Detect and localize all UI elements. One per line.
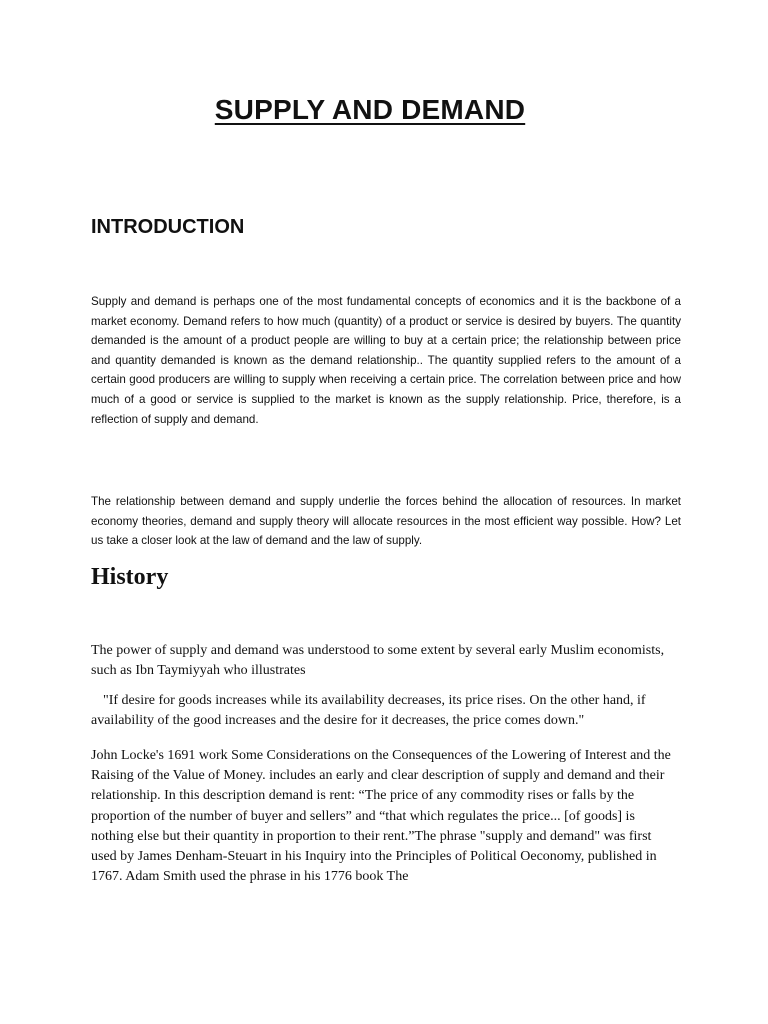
document-title: SUPPLY AND DEMAND (214, 94, 526, 125)
history-paragraph-1: The power of supply and demand was understood to some extent by several early Muslim economists, such as Ibn Taymiyyah who illustrates (91, 643, 665, 679)
introduction-heading: INTRODUCTION (91, 216, 245, 238)
history-paragraph-2: John Locke's 1691 work Some Considerations on the Consequences of the Lowering of Interest and the Raising of the Value of Money. includes an early and clear description of supply and demand and their relationship. In this description demand is rent: “The price of any commodity rises or falls by the proportion of the number of buyer and sellers” and “that which regulates the price... [of goods] is nothing else but their quantity in proportion to their rent.”The phrase "supply and demand" was first used by James Denham-Steuart in his Inquiry into the Principles of Political Oeconomy, published in 1767. Adam Smith used the phrase in his 1776 book The (91, 748, 671, 885)
history-heading: History (91, 564, 169, 590)
introduction-paragraph-2: The relationship between demand and supply underlie the forces behind the allocation of resources. In market economy theories, demand and supply theory will allocate resources in the most efficient way possible. How? Let us take a closer look at the law of demand and the law of supply. (91, 495, 681, 548)
history-quote: "If desire for goods increases while its availability decreases, its price rises. On the other hand, if availability of the good increases and the desire for it decreases, the price comes down." (91, 693, 646, 729)
introduction-paragraph-1: Supply and demand is perhaps one of the most fundamental concepts of economics and it is the backbone of a market economy. Demand refers to how much (quantity) of a product or service is desired by buyers. The quantity demanded is the amount of a product people are willing to buy at a certain price; the relationship between price and quantity demanded is known as the demand relationship.. The quantity supplied refers to the amount of a certain good producers are willing to supply when receiving a certain price. The correlation between price and how much of a good or service is supplied to the market is known as the supply relationship. Price, therefore, is a reflection of supply and demand. (91, 295, 681, 426)
